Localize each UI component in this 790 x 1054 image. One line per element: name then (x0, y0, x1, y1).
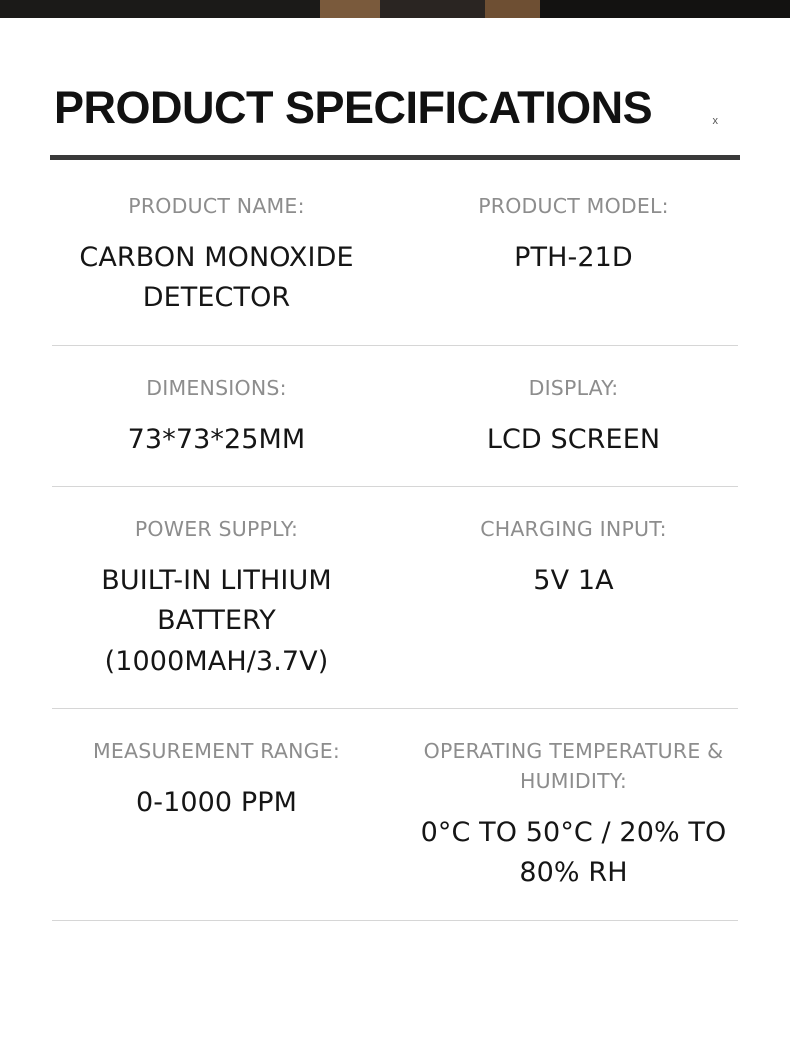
page-title: PRODUCT SPECIFICATIONS (54, 82, 653, 133)
spec-value: 73*73*25MM (127, 423, 306, 455)
table-divider-cell (38, 920, 752, 921)
spec-cell-product-name (38, 164, 395, 345)
photo-strip-segment (380, 0, 485, 18)
specifications-page (0, 18, 790, 921)
photo-strip (0, 0, 790, 18)
spec-cell-charging-input (395, 487, 752, 708)
title-underline (50, 155, 740, 160)
spec-cell-measurement-range (38, 709, 395, 919)
spec-value: 0-1000 PPM (135, 787, 298, 819)
spec-cell-power-supply (38, 487, 395, 708)
divider (52, 920, 738, 921)
spec-value: PTH-21D (514, 241, 633, 273)
title-block (38, 18, 752, 131)
photo-strip-segment (540, 0, 790, 18)
spec-cell-display (395, 346, 752, 486)
photo-strip-segment (485, 0, 540, 18)
spec-label: POWER SUPPLY: (134, 517, 299, 542)
photo-strip-segment (0, 0, 320, 18)
spec-cell-dimensions (38, 346, 395, 486)
spec-label: DISPLAY: (528, 375, 619, 400)
spec-label: PRODUCT MODEL: (478, 194, 669, 219)
spec-value: CARBON MONOXIDE DETECTOR (79, 241, 354, 314)
spec-label: DIMENSIONS: (146, 375, 287, 400)
spec-label: OPERATING TEMPERATURE & HUMIDITY: (423, 739, 724, 794)
spec-label: CHARGING INPUT: (480, 517, 667, 542)
photo-strip-segment (320, 0, 380, 18)
spec-label: MEASUREMENT RANGE: (92, 739, 340, 764)
spec-value: BUILT-IN LITHIUM BATTERY (1000MAH/3.7V) (101, 564, 332, 677)
table-row (38, 346, 752, 486)
table-row (38, 487, 752, 708)
spec-value: 5V 1A (533, 564, 614, 596)
table-row (38, 709, 752, 919)
spec-cell-product-model (395, 164, 752, 345)
title-corner-mark: x (712, 115, 718, 128)
spec-value: 0°C TO 50°C / 20% TO 80% RH (420, 816, 727, 889)
spec-cell-operating-conditions (395, 709, 752, 919)
spec-value: LCD SCREEN (486, 423, 661, 455)
table-divider-row (38, 920, 752, 921)
specifications-table (38, 164, 752, 921)
table-row (38, 164, 752, 345)
spec-label: PRODUCT NAME: (128, 194, 305, 219)
